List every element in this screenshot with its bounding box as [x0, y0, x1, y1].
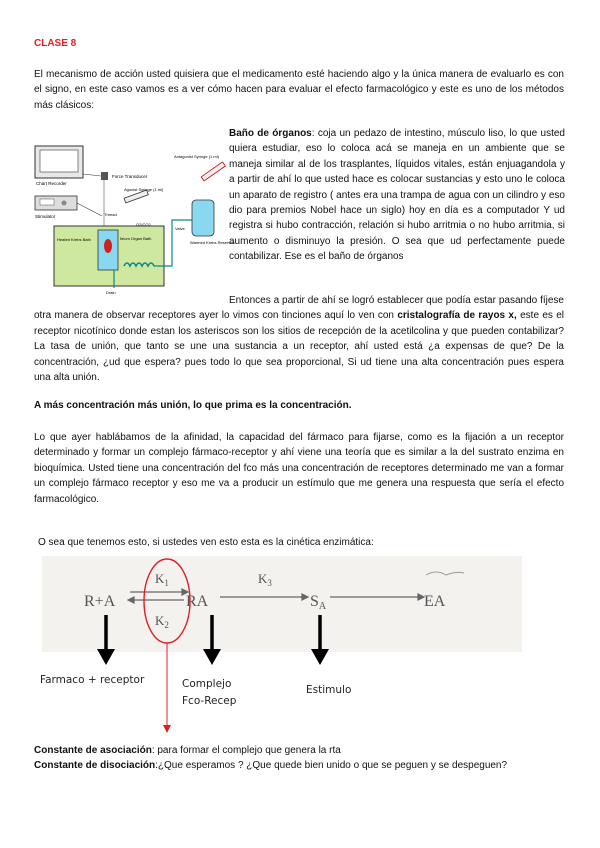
chart-recorder [35, 146, 83, 186]
thread-label: Thread [104, 212, 117, 217]
def-asociacion [34, 744, 574, 759]
bano-term: Baño de órganos [229, 128, 312, 139]
organ-bath-figure [32, 136, 235, 296]
disociacion-term: Constante de disociación [34, 759, 156, 771]
definitions [34, 744, 574, 773]
entonces-paragraph [34, 293, 564, 385]
section-heading: A más concentración más unión, lo que prima es la concentración. [34, 400, 352, 411]
bano-paragraph [229, 126, 565, 265]
drain-label: Drain [106, 290, 116, 295]
disociacion-text: :¿Que esperamos ? ¿Que quede bien unido o que se peguen y se despeguen? [155, 759, 508, 771]
heated-bath-label: Heated Krebs Bath [57, 237, 91, 242]
force-transducer [101, 172, 148, 180]
agonist-syringe [124, 187, 164, 203]
k1: $K_1$ [155, 571, 169, 588]
ileum-label: Ileum Organ Bath [120, 236, 152, 241]
intro-paragraph: El mecanismo de acción usted quisiera que el medicamento esté haciendo algo y la única manera de evaluarlo es con el signo, en este caso vamos es a ver cómo hacen para evaluar el efecto farmacológico y este es uno de los métodos más clásicos: [34, 69, 564, 111]
page-title: CLASE 8 [34, 38, 77, 49]
bano-text: : coja un pedazo de intestino, músculo liso, lo que usted quiera estudiar, eso lo coloca acá se maneja en un ambiente que se maneja similar al de los trasplantes, líquidos vitales, están enjuagandola y a partir de ahí lo que usted hace es colocar sustancias y esto uno le coloca un aparato de registro ( antes era una trampa de agua con un cilindro y eso dio para premios Nobel hace un siglo) hoy en día es a computador Y ud registra si hubo contracción, relación si hubo arritmia o no hubo arritmia, si aumento o disminuyo la presión. O sea que ud perfectamente puede contabilizar. Ese es el baño de órganos [229, 128, 565, 263]
r-plus-a: R+A [84, 593, 116, 610]
stimulator [35, 196, 77, 219]
valve-label: Valve [175, 226, 185, 231]
kinetics-figure [34, 553, 564, 738]
afinidad-paragraph: Lo que ayer hablábamos de la afinidad, la capacidad del fármaco para fijarse, como es la fijación a un receptor determinado y formar un complejo fármaco-receptor y ahí viene una teoría que es similar a la del sustrato enzima en bioquímica. Usted tiene una concentración del fco más una concentración de receptores determinado me van a formar un complejo fármaco receptor y eso me va a producir un estímulo que me genera una respuesta que sería el efecto farmacológico. [34, 432, 564, 505]
ra: RA [186, 593, 209, 610]
agonist-syringe-label: Agonist Syringe (1 ml) [124, 187, 164, 192]
antagonist-syringe [174, 154, 225, 181]
def-disociacion [34, 759, 574, 774]
k3: $K_3$ [258, 571, 272, 588]
k2: $K_2$ [155, 613, 169, 630]
gas-label: O2/CO2 [136, 222, 151, 227]
force-transducer-label: Force Transducer [112, 174, 148, 179]
stimulator-label: Stimulator [35, 214, 56, 219]
entonces-text-1: Entonces a partir de ahí se logró establecer que podía estar pasando fíjese otra manera de observar receptores ayer lo vimos con tinciones aquí lo ven con [34, 295, 564, 322]
label-complejo-2: Fco-Recep [182, 695, 237, 707]
osea-line: O sea que tenemos esto, si ustedes ven esto esta es la cinética enzimática: [38, 537, 374, 548]
entonces-text-2: este es el receptor nicotínico donde estan los asteriscos son los sitios de recepción de la acetilcolina y que pueden contabilizar? La tasa de unión, que tanto se une una sustancia a un receptor, ahí usted está ¿a expensas de que? De la concentración, ¿ud que espera? pues todo lo que sea proporcional, Si ud tiene una alta concentración pues espera una alta unión. [34, 310, 564, 384]
krebs-reservoir-label: Warmed Krebs Reservoir [190, 240, 235, 245]
label-farmaco-receptor: Farmaco + receptor [40, 674, 145, 686]
asociacion-term: Constante de asociación [34, 745, 152, 756]
sa: SA [310, 593, 327, 612]
chart-recorder-label: Chart Recorder [36, 181, 67, 186]
label-complejo-1: Complejo [182, 678, 232, 690]
cristalografia-term: cristalografía de rayos x, [397, 310, 517, 322]
label-estimulo: Estimulo [306, 684, 352, 696]
asociacion-text: : para formar el complejo que genera la rta [151, 745, 341, 756]
antagonist-syringe-label: Antagonist Syringe (1 ml) [174, 154, 219, 159]
ea: EA [424, 593, 446, 610]
